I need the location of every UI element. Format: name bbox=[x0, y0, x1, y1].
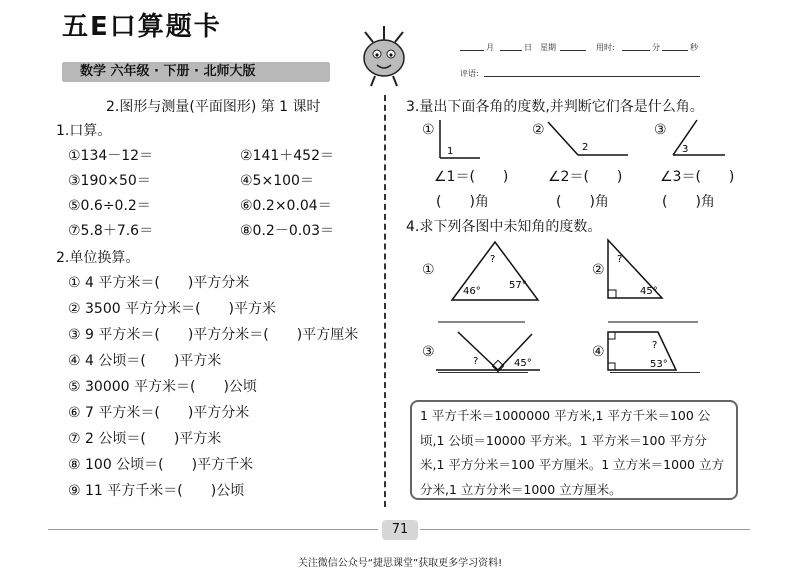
q2-item-7: ⑦ 2 公顷＝( )平方米 bbox=[68, 431, 222, 447]
q2-item-8: ⑧ 100 公顷＝( )平方千米 bbox=[68, 457, 254, 473]
page-number: 71 bbox=[382, 520, 418, 540]
q1-item-8: ⑧0.2－0.03＝ bbox=[240, 223, 334, 239]
time-used-label: 用时: bbox=[596, 43, 615, 52]
weekday-label: 星期 bbox=[540, 43, 556, 52]
q1-item-4: ④5×100＝ bbox=[240, 173, 314, 189]
q2-item-3: ③ 9 平方米＝( )平方分米＝( )平方厘米 bbox=[68, 327, 359, 343]
fig4-angle: 53° bbox=[650, 359, 668, 370]
q2-item-1: ① 4 平方米＝( )平方分米 bbox=[68, 275, 250, 291]
month-label: 月 bbox=[486, 43, 494, 52]
q4-figures bbox=[380, 230, 760, 380]
q1-item-5: ⑤0.6÷0.2＝ bbox=[68, 198, 151, 214]
footer-text: 关注微信公众号“捷思课堂”获取更多学习资料! bbox=[297, 558, 503, 569]
q1-item-7: ⑦5.8＋7.6＝ bbox=[68, 223, 154, 239]
q4-marker-1: ① bbox=[422, 262, 435, 278]
seconds-label: 秒 bbox=[690, 43, 698, 52]
fig2-angle: 45° bbox=[640, 286, 658, 297]
q1-item-1: ①134－12＝ bbox=[68, 148, 154, 164]
q3-marker-3: ③ bbox=[654, 122, 667, 138]
q2-item-2: ② 3500 平方分米＝( )平方米 bbox=[68, 301, 277, 317]
q3-marker-2: ② bbox=[532, 122, 545, 138]
q3-title: 3.量出下面各角的度数,并判断它们各是什么角。 bbox=[406, 99, 704, 115]
q4-marker-4: ④ bbox=[592, 344, 605, 360]
q1-item-3: ③190×50＝ bbox=[68, 173, 151, 189]
q3-kind-3: ( )角 bbox=[662, 194, 715, 210]
q4-title: 4.求下列各图中未知角的度数。 bbox=[406, 219, 602, 235]
q3-measure-2: ∠2＝( ) bbox=[548, 169, 623, 185]
q2-title: 2.单位换算。 bbox=[56, 250, 140, 266]
q1-title: 1.口算。 bbox=[56, 123, 112, 139]
q3-measure-3: ∠3＝( ) bbox=[660, 169, 735, 185]
minutes-label: 分 bbox=[652, 43, 660, 52]
unit-note-box bbox=[410, 400, 738, 500]
q2-item-5: ⑤ 30000 平方米＝( )公顷 bbox=[68, 379, 257, 395]
fig3-unknown: ? bbox=[473, 356, 479, 367]
q4-marker-2: ② bbox=[592, 262, 605, 278]
fig2-unknown: ? bbox=[617, 254, 623, 265]
q4-marker-3: ③ bbox=[422, 344, 435, 360]
fig4-unknown: ? bbox=[652, 340, 658, 351]
mascot-illustration bbox=[355, 20, 413, 88]
subject-bar: 数学 六年级 · 下册 · 北师大版 bbox=[62, 62, 330, 82]
q3-kind-1: ( )角 bbox=[436, 194, 489, 210]
comment-label: 评语: bbox=[460, 69, 479, 78]
q3-measure-1: ∠1＝( ) bbox=[434, 169, 509, 185]
fig3-angle: 45° bbox=[514, 358, 532, 369]
q1-item-2: ②141＋452＝ bbox=[240, 148, 334, 164]
fig1-angle-b: 57° bbox=[509, 280, 527, 291]
q3-kind-2: ( )角 bbox=[556, 194, 609, 210]
angle-2-label: 2 bbox=[582, 142, 589, 153]
day-label: 日 bbox=[524, 43, 532, 52]
q2-item-9: ⑨ 11 平方千米＝( )公顷 bbox=[68, 483, 245, 499]
q2-item-6: ⑥ 7 平方米＝( )平方分米 bbox=[68, 405, 250, 421]
q3-marker-1: ① bbox=[422, 122, 435, 138]
q1-item-6: ⑥0.2×0.04＝ bbox=[240, 198, 332, 214]
section-title: 2.图形与测量(平面图形) 第 1 课时 bbox=[106, 99, 321, 115]
angle-3-label: 3 bbox=[682, 144, 689, 155]
fig1-unknown: ? bbox=[490, 254, 496, 265]
angle-1-label: 1 bbox=[447, 146, 454, 157]
unit-note-text: 1 平方千米＝1000000 平方米,1 平方千米＝100 公顷,1 公顷＝10000 平方米。1 平方米＝100 平方分米,1 平方分米＝100 平方厘米。1 立方米＝1000 立方分米,1 立方分米＝1000 立方厘米。 bbox=[420, 408, 724, 497]
card-title: 五E口算题卡 bbox=[62, 12, 222, 42]
q2-item-4: ④ 4 公顷＝( )平方米 bbox=[68, 353, 222, 369]
fig1-angle-a: 46° bbox=[463, 286, 481, 297]
q3-angle-figures bbox=[380, 110, 760, 170]
